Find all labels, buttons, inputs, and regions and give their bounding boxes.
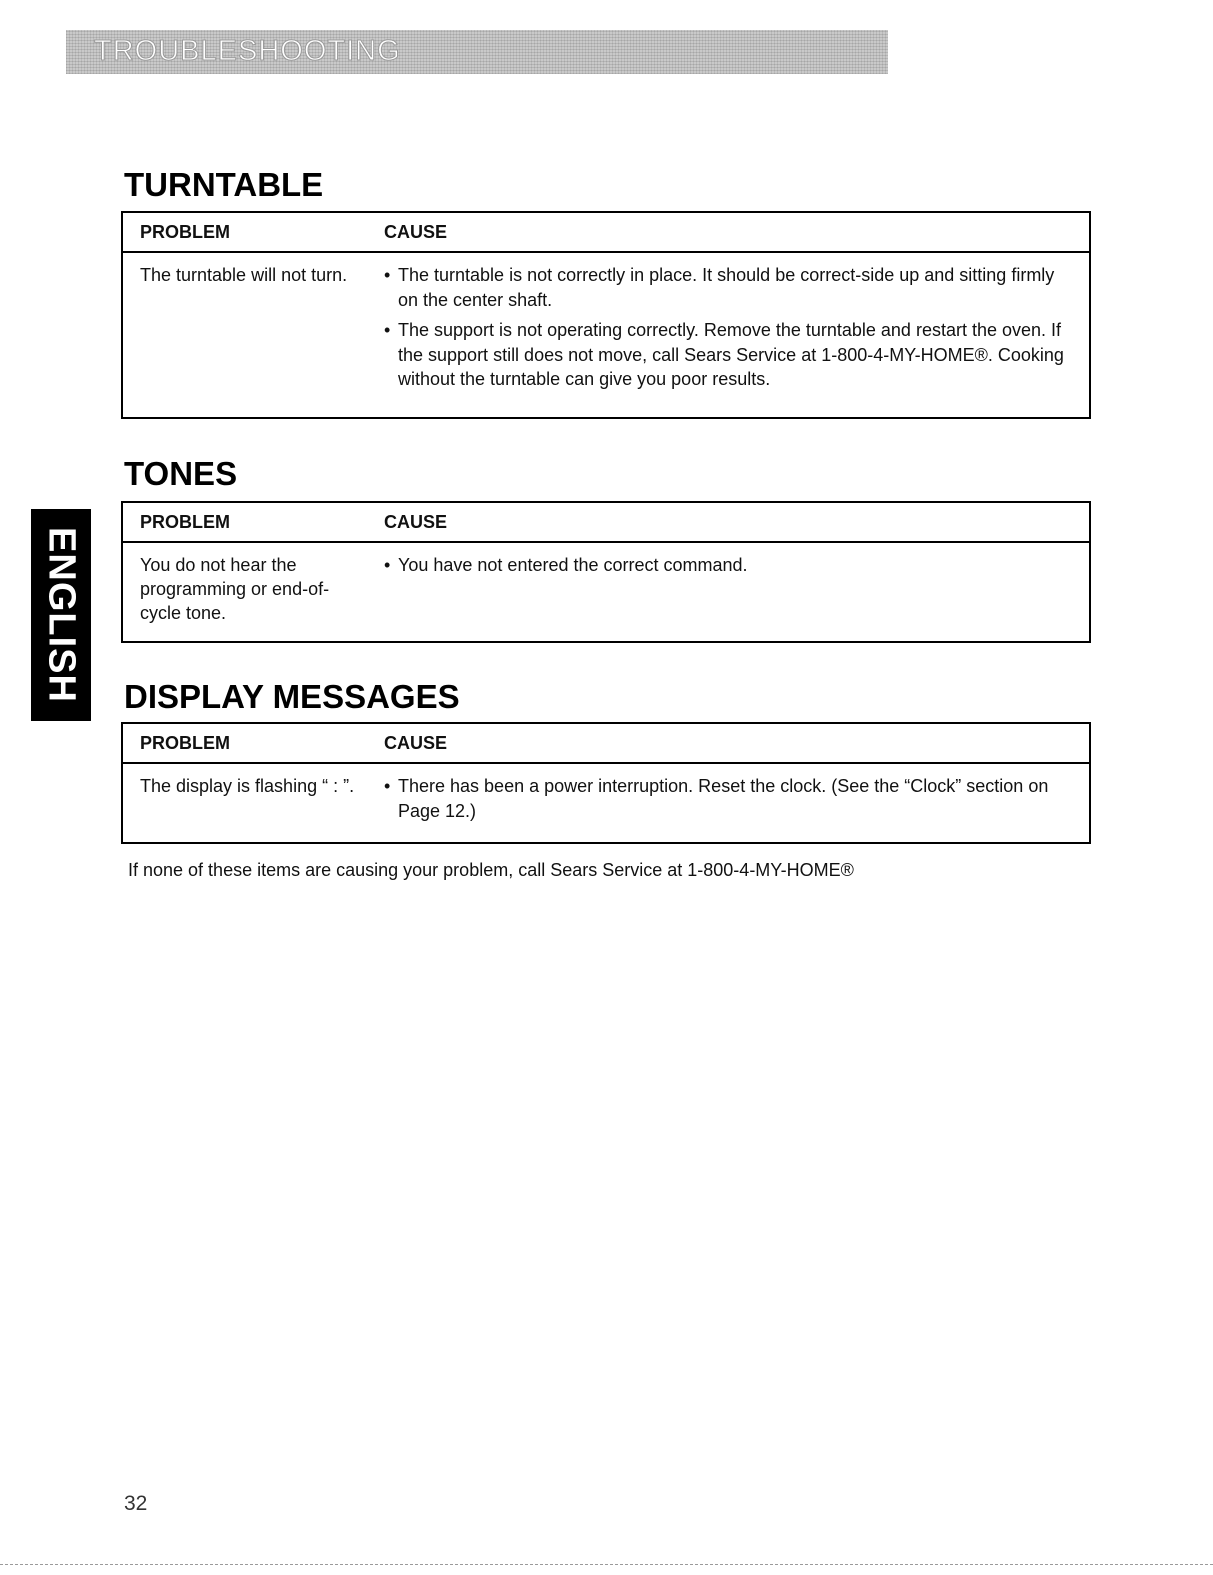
section-header-title: TROUBLESHOOTING bbox=[94, 35, 401, 67]
cause-text: The turntable is not correctly in place. It should be correct-side up and sitting firmly on the center shaft. bbox=[398, 265, 1055, 310]
problem-cell: The turntable will not turn. bbox=[140, 265, 348, 285]
cause-text: The support is not operating correctly. Remove the turntable and restart the oven. If the support still does not move, call Sears Service at 1-800-4-MY-HOME®. Cooking without the turntable can give you poor results. bbox=[398, 320, 1064, 389]
cause-column-header: CAUSE bbox=[384, 221, 448, 242]
problem-cell: The display is flashing “ : ”. bbox=[140, 776, 355, 796]
turntable-table bbox=[121, 211, 1091, 419]
bullet-marker: • bbox=[384, 776, 391, 796]
cause-text: There has been a power interruption. Reset the clock. (See the “Clock” section on Page 12.) bbox=[398, 776, 1049, 821]
cause-text: You have not entered the correct command. bbox=[398, 555, 748, 575]
cause-cell bbox=[384, 263, 1089, 398]
problem-column-header: PROBLEM bbox=[140, 221, 230, 242]
cause-cell bbox=[384, 553, 1089, 625]
language-side-tab bbox=[31, 509, 91, 721]
cause-list-item bbox=[384, 553, 1069, 578]
language-tab-label: ENGLISH bbox=[40, 527, 83, 703]
table-header-row bbox=[123, 503, 1089, 543]
section-header-band bbox=[66, 30, 888, 74]
table-header-row bbox=[123, 724, 1089, 764]
turntable-section-title: TURNTABLE bbox=[124, 166, 324, 203]
cause-list-item bbox=[384, 774, 1069, 823]
table-row bbox=[123, 764, 1089, 829]
table-row bbox=[123, 543, 1089, 625]
cause-column-header: CAUSE bbox=[384, 732, 448, 753]
bullet-marker: • bbox=[384, 265, 391, 285]
bullet-marker: • bbox=[384, 555, 391, 575]
tones-section-title: TONES bbox=[124, 455, 238, 492]
bottom-divider bbox=[0, 1564, 1213, 1565]
display-messages-section-title: DISPLAY MESSAGES bbox=[124, 678, 460, 715]
service-contact-note: If none of these items are causing your problem, call Sears Service at 1-800-4-MY-HOME® bbox=[128, 860, 854, 880]
problem-column-header: PROBLEM bbox=[140, 732, 230, 753]
bullet-marker: • bbox=[384, 320, 391, 340]
page-number: 32 bbox=[124, 1492, 148, 1515]
problem-cell: You do not hear the programming or end-of-cycle tone. bbox=[140, 555, 330, 623]
cause-list-item bbox=[384, 318, 1069, 392]
tones-table bbox=[121, 501, 1091, 643]
table-header-row bbox=[123, 213, 1089, 253]
cause-list-item bbox=[384, 263, 1069, 312]
display-messages-table bbox=[121, 722, 1091, 844]
cause-cell bbox=[384, 774, 1089, 829]
problem-column-header: PROBLEM bbox=[140, 511, 230, 532]
table-row bbox=[123, 253, 1089, 398]
cause-column-header: CAUSE bbox=[384, 511, 448, 532]
